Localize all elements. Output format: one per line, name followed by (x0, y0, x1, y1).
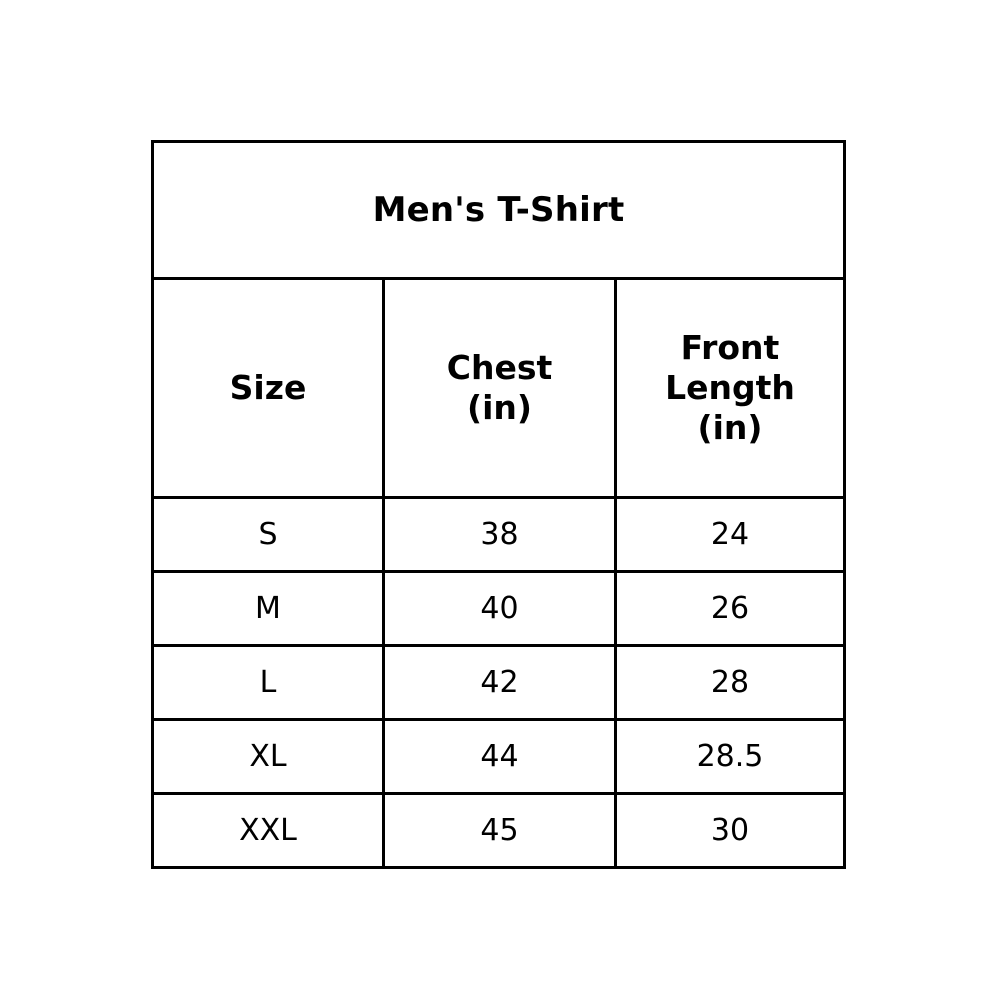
table-row (153, 720, 845, 794)
table-row (153, 498, 845, 572)
column-header-size: Size (153, 279, 384, 498)
column-header-chest: Chest (in) (384, 279, 616, 498)
cell-chest: 44 (384, 720, 616, 794)
column-header-front-length: Front Length (in) (616, 279, 845, 498)
table-row (153, 572, 845, 646)
cell-front-length: 28.5 (616, 720, 845, 794)
cell-front-length: 24 (616, 498, 845, 572)
cell-size: XL (153, 720, 384, 794)
cell-chest: 40 (384, 572, 616, 646)
cell-chest: 42 (384, 646, 616, 720)
page-title: Men's T-Shirt (153, 142, 845, 279)
size-chart-table (151, 140, 846, 869)
cell-size: L (153, 646, 384, 720)
table-header-row (153, 279, 845, 498)
cell-size: XXL (153, 794, 384, 868)
cell-front-length: 28 (616, 646, 845, 720)
table-row (153, 794, 845, 868)
cell-chest: 45 (384, 794, 616, 868)
table-title-row (153, 142, 845, 279)
cell-front-length: 30 (616, 794, 845, 868)
cell-size: S (153, 498, 384, 572)
table-row (153, 646, 845, 720)
cell-front-length: 26 (616, 572, 845, 646)
cell-size: M (153, 572, 384, 646)
cell-chest: 38 (384, 498, 616, 572)
